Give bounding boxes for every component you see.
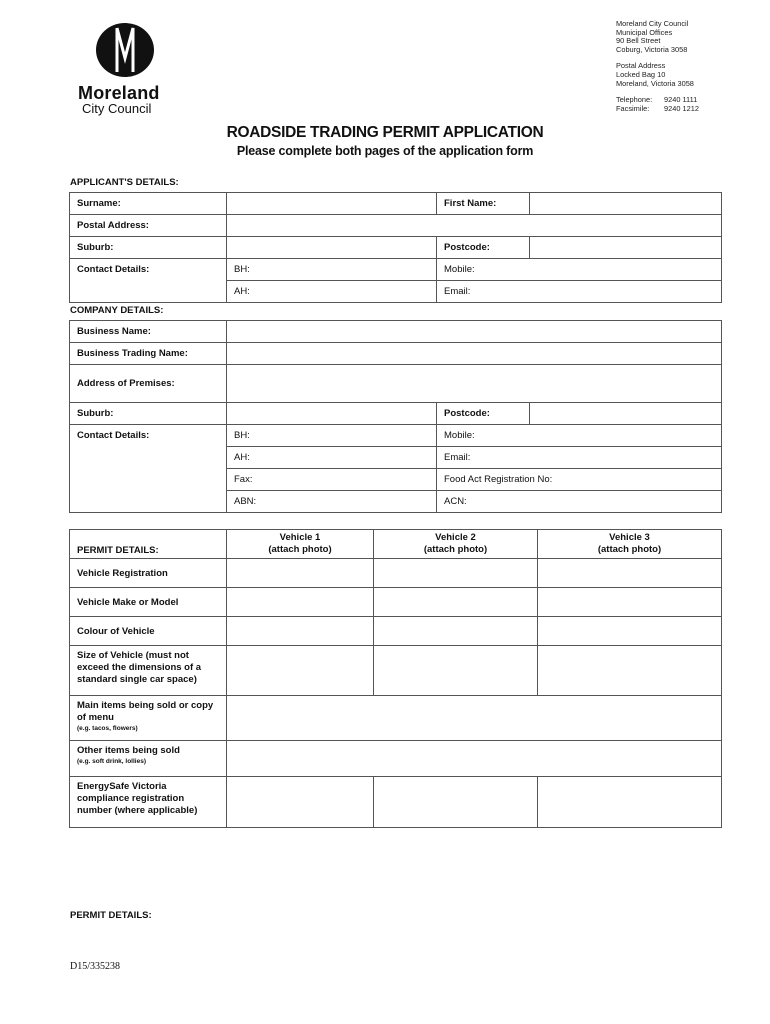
registration-v1-field[interactable]	[227, 559, 374, 588]
permit-details-label: PERMIT DETAILS:	[70, 530, 227, 559]
address-line: Moreland, Victoria 3058	[616, 78, 694, 88]
address-line: Coburg, Victoria 3058	[616, 44, 688, 54]
address-line: Municipal Offices	[616, 27, 673, 37]
size-v2-field[interactable]	[374, 646, 538, 696]
trading-name-field[interactable]	[227, 343, 722, 365]
premises-field[interactable]	[227, 365, 722, 403]
email-field[interactable]: Email:	[437, 281, 722, 303]
company-heading: COMPANY DETAILS:	[70, 305, 164, 316]
other-items-example: (e.g. soft drink, lollies)	[77, 758, 146, 765]
applicant-heading: APPLICANT'S DETAILS:	[70, 177, 179, 188]
business-name-label: Business Name:	[70, 321, 227, 343]
abn-field[interactable]: ABN:	[227, 491, 437, 513]
main-items-example: (e.g. tacos, flowers)	[77, 725, 138, 732]
postcode-label: Postcode:	[437, 237, 530, 259]
first-name-label: First Name:	[437, 193, 530, 215]
company-table	[69, 320, 722, 513]
company-email-field[interactable]: Email:	[437, 447, 722, 469]
company-fax-field[interactable]: Fax:	[227, 469, 437, 491]
make-v1-field[interactable]	[227, 588, 374, 617]
size-v1-field[interactable]	[227, 646, 374, 696]
registration-v2-field[interactable]	[374, 559, 538, 588]
telephone-value: 9240 1111	[664, 95, 698, 105]
document-reference: D15/335238	[70, 961, 120, 972]
colour-v2-field[interactable]	[374, 617, 538, 646]
council-logo	[78, 22, 172, 116]
postal-address-label: Postal Address:	[70, 215, 227, 237]
ah-field[interactable]: AH:	[227, 281, 437, 303]
energysafe-v3-field[interactable]	[538, 777, 722, 828]
address-line: 90 Bell Street	[616, 36, 661, 46]
make-v2-field[interactable]	[374, 588, 538, 617]
permit-footer-heading: PERMIT DETAILS:	[70, 910, 152, 921]
surname-label: Surname:	[70, 193, 227, 215]
energysafe-label: EnergySafe Victoria compliance registration number (where applicable)	[70, 777, 227, 828]
contact-details-label: Contact Details:	[70, 259, 227, 303]
company-postcode-label: Postcode:	[437, 403, 530, 425]
address-line: Moreland City Council	[616, 19, 689, 28]
make-label: Vehicle Make or Model	[70, 588, 227, 617]
applicant-table	[69, 192, 722, 303]
other-items-field[interactable]	[227, 741, 722, 777]
suburb-field[interactable]	[227, 237, 437, 259]
vehicle-2-header: Vehicle 2 (attach photo)	[374, 530, 538, 559]
colour-v3-field[interactable]	[538, 617, 722, 646]
suburb-label: Suburb:	[70, 237, 227, 259]
colour-label: Colour of Vehicle	[70, 617, 227, 646]
logo-name: Moreland	[78, 83, 160, 103]
surname-field[interactable]	[227, 193, 437, 215]
company-postcode-field[interactable]	[530, 403, 722, 425]
bh-field[interactable]: BH:	[227, 259, 437, 281]
colour-v1-field[interactable]	[227, 617, 374, 646]
postcode-field[interactable]	[530, 237, 722, 259]
fax-value: 9240 1212	[664, 103, 699, 113]
logo-subname: City Council	[82, 101, 152, 116]
vehicle-3-header: Vehicle 3 (attach photo)	[538, 530, 722, 559]
size-v3-field[interactable]	[538, 646, 722, 696]
address-line: Postal Address	[616, 61, 666, 71]
energysafe-v1-field[interactable]	[227, 777, 374, 828]
trading-name-label: Business Trading Name:	[70, 343, 227, 365]
fax-label: Facsimile:	[616, 103, 650, 113]
acn-field[interactable]: ACN:	[437, 491, 722, 513]
company-suburb-field[interactable]	[227, 403, 437, 425]
company-suburb-label: Suburb:	[70, 403, 227, 425]
mobile-field[interactable]: Mobile:	[437, 259, 722, 281]
vehicle-1-header: Vehicle 1 (attach photo)	[227, 530, 374, 559]
company-bh-field[interactable]: BH:	[227, 425, 437, 447]
first-name-field[interactable]	[530, 193, 722, 215]
registration-label: Vehicle Registration	[70, 559, 227, 588]
company-mobile-field[interactable]: Mobile:	[437, 425, 722, 447]
food-act-field[interactable]: Food Act Registration No:	[437, 469, 722, 491]
other-items-label: Other items being sold (e.g. soft drink, lollies)	[70, 741, 227, 777]
postal-address-field[interactable]	[227, 215, 722, 237]
premises-label: Address of Premises:	[70, 365, 227, 403]
telephone-label: Telephone:	[616, 95, 653, 105]
registration-v3-field[interactable]	[538, 559, 722, 588]
make-v3-field[interactable]	[538, 588, 722, 617]
form-title: ROADSIDE TRADING PERMIT APPLICATION	[226, 124, 544, 141]
permit-table	[69, 529, 722, 828]
company-contact-label: Contact Details:	[70, 425, 227, 513]
council-address	[616, 20, 699, 113]
moreland-logo-icon	[94, 22, 156, 78]
energysafe-v2-field[interactable]	[374, 777, 538, 828]
main-items-label: Main items being sold or copy of menu (e.g. tacos, flowers)	[70, 696, 227, 741]
company-ah-field[interactable]: AH:	[227, 447, 437, 469]
main-items-field[interactable]	[227, 696, 722, 741]
form-subtitle: Please complete both pages of the application form	[236, 144, 534, 158]
business-name-field[interactable]	[227, 321, 722, 343]
address-line: Locked Bag 10	[616, 69, 666, 79]
size-label: Size of Vehicle (must not exceed the dimensions of a standard single car space)	[70, 646, 227, 696]
